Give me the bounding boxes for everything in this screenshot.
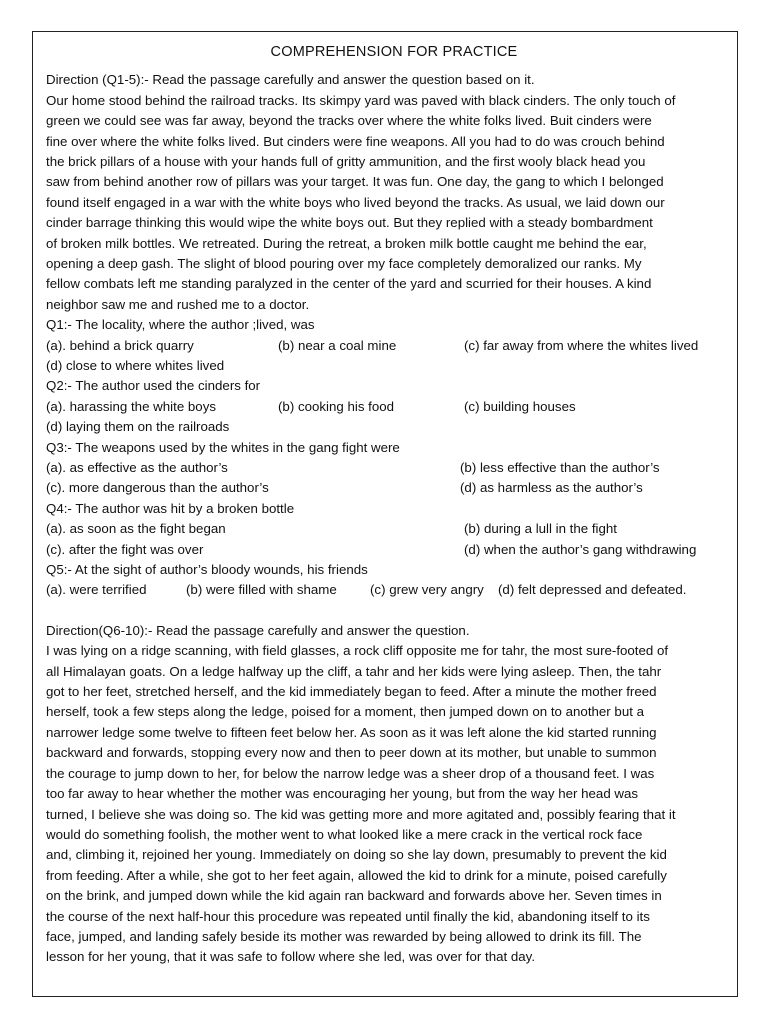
option-d: (d) when the author’s gang withdrawing [464,541,697,557]
option-b: (b) during a lull in the fight [464,521,617,537]
direction-q1-5: Direction (Q1-5):- Read the passage carefully and answer the question based on it. [46,72,535,88]
question-3-options-cd [46,478,726,498]
passage-1-line: neighbor saw me and rushed me to a doctor. [46,296,310,312]
passage-2-line: the courage to jump down to her, for below the narrow ledge was a sheer drop of a thousand feet. I was [46,765,655,781]
option-c: (c) building houses [464,398,576,414]
option-c: (c). more dangerous than the author’s [46,480,269,496]
passage-1-line: found itself engaged in a war with the white boys who lived beyond the tracks. As usual, we laid down our [46,194,665,210]
option-c: (c) grew very angry [370,582,484,598]
document-body [46,42,726,968]
passage-2-line: backward and forwards, stopping every now and then to peer down at its mother, but unable to summon [46,745,657,761]
passage-2-line: too far away to hear whether the mother was encouraging her young, but from the way her head was [46,786,639,802]
option-b: (b) less effective than the author’s [460,460,660,476]
passage-2-line: face, jumped, and landing safely beside its mother was rewarded by being allowed to drink its fill. The [46,928,642,944]
passage-1-line: saw from behind another row of pillars was your target. It was fun. One day, the gang to which I belonged [46,174,664,190]
passage-2-line: and, climbing it, rejoined her young. Immediately on doing so she lay down, presumably to prevent the kid [46,847,667,863]
question-1-options [46,336,726,356]
passage-2 [46,641,726,968]
passage-1-line: Our home stood behind the railroad tracks. Its skimpy yard was paved with black cinders. The only touch of [46,92,676,108]
option-b: (b) cooking his food [278,398,395,414]
option-c: (c). after the fight was over [46,541,204,557]
passage-1-line: cinder barrage thinking this would wipe the white boys out. But they replied with a steady bombardment [46,215,653,231]
passage-1-line: fine over where the white folks lived. But cinders were fine weapons. All you had to do was crouch behind [46,133,665,149]
question-2-options [46,397,726,417]
passage-2-line: the course of the next half-hour this procedure was repeated until finally the kid, abandoning itself to its [46,908,650,924]
passage-1-line: green we could see was far away, beyond the tracks over where the white folks lived. Buit cinders were [46,113,652,129]
page-title: COMPREHENSION FOR PRACTICE [270,44,518,60]
question-5-options [46,580,726,600]
option-c: (c) far away from where the whites lived [464,337,699,353]
question-3-options-ab [46,458,726,478]
passage-2-line: got to her feet, stretched herself, and the kid immediately began to feed. After a minute the mother freed [46,684,657,700]
option-a: (a). as soon as the fight began [46,521,226,537]
question-4: Q4:- The author was hit by a broken bottle [46,500,295,516]
option-d: (d) as harmless as the author’s [460,480,643,496]
option-d: (d) laying them on the railroads [46,419,230,435]
passage-1-line: opening a deep gash. The slight of blood pouring over my face completely demoralized our ranks. My [46,256,642,272]
question-4-options-ab [46,519,726,539]
question-3: Q3:- The weapons used by the whites in the gang fight were [46,439,400,455]
passage-1-line: fellow combats left me standing paralyzed in the center of the yard and scurried for their houses. A kind [46,276,652,292]
option-a: (a). were terrified [46,582,147,598]
passage-2-line: from feeding. After a while, she got to her feet again, allowed the kid to drink for a minute, poised carefully [46,867,667,883]
passage-2-line: herself, took a few steps along the ledge, poised for a moment, then jumped down on to another but a [46,704,645,720]
passage-2-line: all Himalayan goats. On a ledge halfway up the cliff, a tahr and her kids were lying asleep. Then, the tahr [46,663,662,679]
option-b: (b) were filled with shame [186,582,337,598]
question-1: Q1:- The locality, where the author ;lived, was [46,317,315,333]
option-a: (a). as effective as the author’s [46,460,228,476]
option-d: (d) close to where whites lived [46,358,225,374]
option-b: (b) near a coal mine [278,337,397,353]
option-a: (a). harassing the white boys [46,398,216,414]
option-a: (a). behind a brick quarry [46,337,194,353]
passage-2-line: lesson for her young, that it was safe to follow where she led, was over for that day. [46,949,536,965]
passage-1-line: the brick pillars of a house with your hands full of gritty ammunition, and the first wooly black head you [46,154,646,170]
question-4-options-cd [46,540,726,560]
question-5: Q5:- At the sight of author’s bloody wounds, his friends [46,562,368,578]
direction-q6-10: Direction(Q6-10):- Read the passage carefully and answer the question. [46,622,470,638]
passage-2-line: turned, I believe she was doing so. The kid was getting more and more agitated and, possibly fearing that it [46,806,676,822]
passage-2-line: I was lying on a ridge scanning, with field glasses, a rock cliff opposite me for tahr, the most sure-footed of [46,643,669,659]
question-2: Q2:- The author used the cinders for [46,378,261,394]
passage-2-line: narrower ledge some twelve to fifteen feet below her. As soon as it was left alone the kid started running [46,724,657,740]
passage-2-line: on the brink, and jumped down while the kid again ran backward and forwards above her. Seven times in [46,888,662,904]
passage-1-line: of broken milk bottles. We retreated. During the retreat, a broken milk bottle caught me behind the ear, [46,235,647,251]
option-d: (d) felt depressed and defeated. [498,582,687,598]
section-gap [46,601,726,621]
passage-1 [46,91,726,315]
passage-2-line: would do something foolish, the mother went to what looked like a mere crack in the vertical rock face [46,826,643,842]
